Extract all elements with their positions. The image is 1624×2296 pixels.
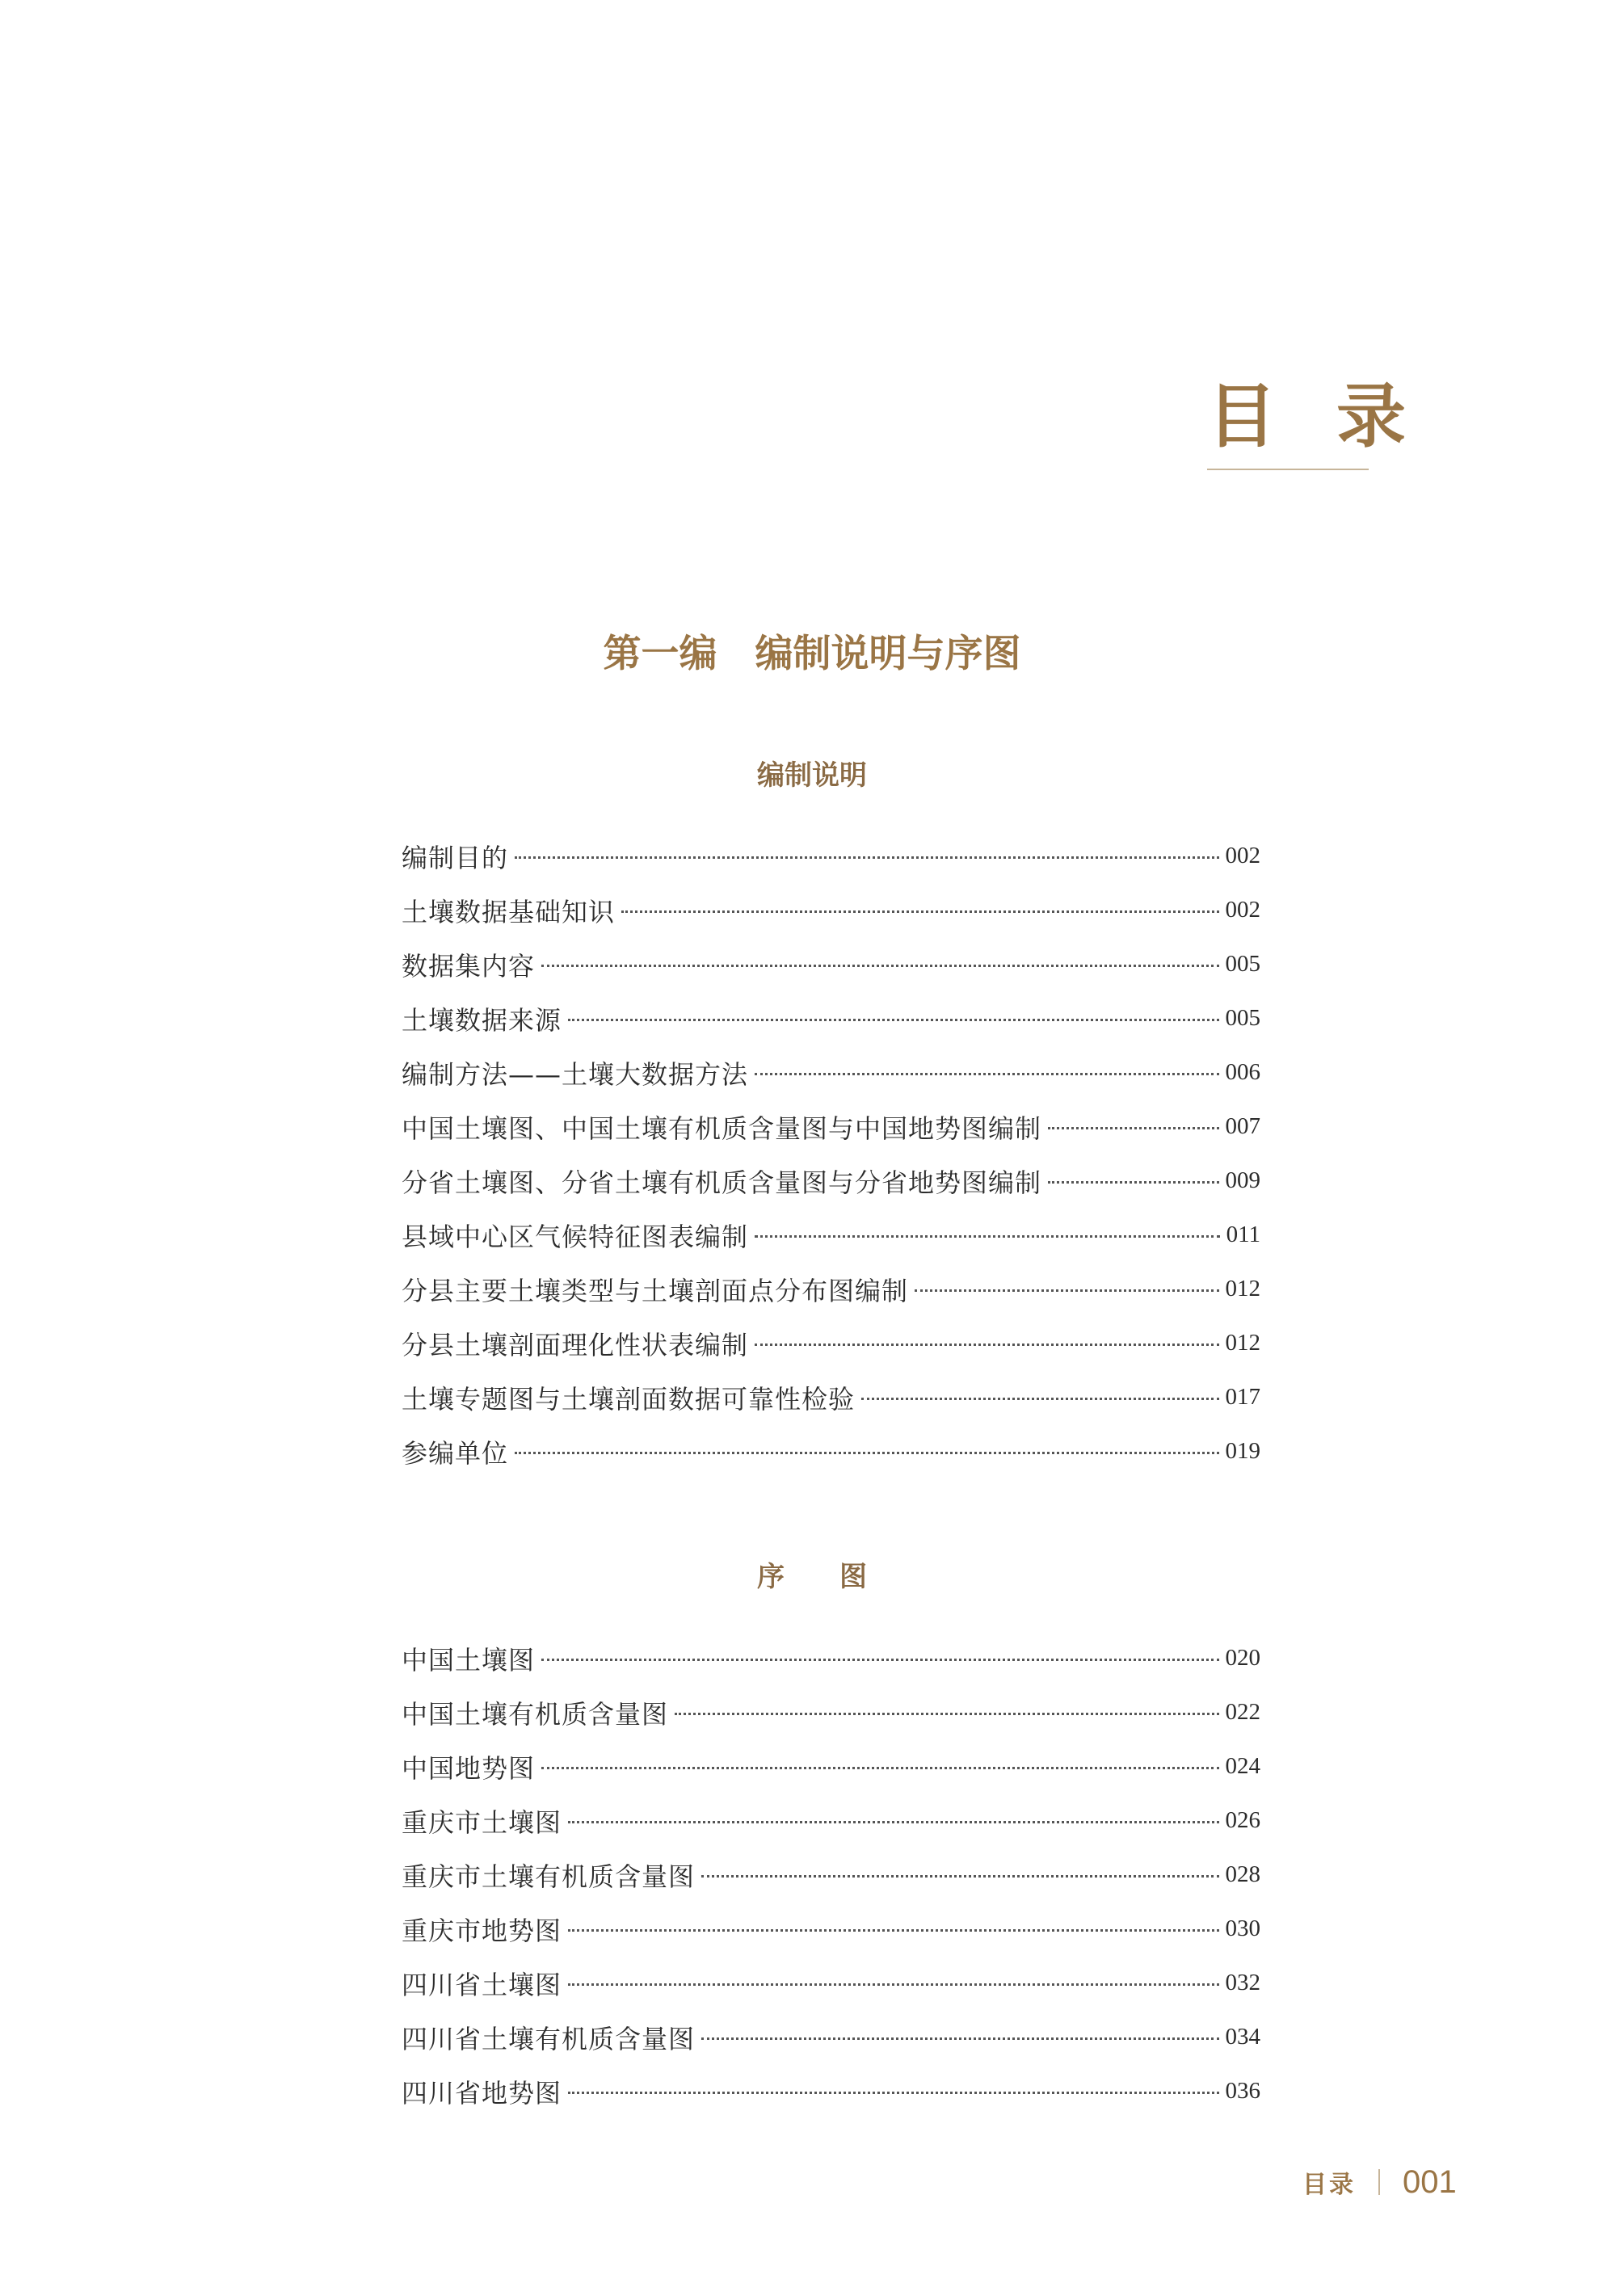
toc-entry[interactable]: [402, 1685, 1260, 1739]
toc-entry-page: 034: [1225, 2024, 1260, 2050]
dot-leader: [568, 2092, 1218, 2094]
toc-entry-page: 032: [1225, 1970, 1260, 1995]
toc-entry-page: 036: [1225, 2078, 1260, 2104]
dot-leader: [515, 856, 1218, 859]
toc-entry-page: 006: [1225, 1059, 1260, 1085]
dot-leader: [755, 1344, 1218, 1346]
footer-divider: [1378, 2169, 1380, 2195]
toc-entry[interactable]: [402, 937, 1260, 991]
dot-leader: [1048, 1127, 1218, 1129]
dot-leader: [701, 1875, 1218, 1878]
dot-leader: [515, 1452, 1218, 1454]
dot-leader: [1048, 1181, 1218, 1184]
toc-entry-page: 019: [1225, 1438, 1260, 1464]
toc-entry-page: 002: [1225, 897, 1260, 923]
dot-leader: [568, 1983, 1218, 1986]
toc-entry[interactable]: [402, 1045, 1260, 1100]
dot-leader: [541, 1767, 1218, 1769]
toc-entry-title: 分县土壤剖面理化性状表编制: [402, 1329, 749, 1360]
toc-entry[interactable]: [402, 1316, 1260, 1370]
toc-entry[interactable]: [402, 1631, 1260, 1685]
toc-entry[interactable]: [402, 1902, 1260, 1956]
toc-entry-title: 县域中心区气候特征图表编制: [402, 1221, 749, 1252]
toc-entry-page: 017: [1225, 1384, 1260, 1410]
toc-entry-page: 030: [1225, 1915, 1260, 1941]
toc-entry[interactable]: [402, 991, 1260, 1045]
dot-leader: [541, 965, 1218, 967]
toc-entry-page: 022: [1225, 1699, 1260, 1725]
toc-entry[interactable]: [402, 1739, 1260, 1793]
toc-entry[interactable]: [402, 1848, 1260, 1902]
toc-entry-title: 四川省土壤图: [402, 1969, 562, 2000]
title-underline: [1207, 469, 1369, 470]
dot-leader: [915, 1289, 1218, 1292]
toc-entry-page: 012: [1225, 1276, 1260, 1301]
toc-entry[interactable]: [402, 883, 1260, 937]
dot-leader: [861, 1398, 1218, 1400]
toc-entry-title: 重庆市土壤有机质含量图: [402, 1861, 696, 1892]
toc-entry-page: 012: [1225, 1330, 1260, 1356]
toc-entry-page: 028: [1225, 1861, 1260, 1887]
toc-entry-title: 中国地势图: [402, 1752, 536, 1784]
toc-entry-page: 024: [1225, 1753, 1260, 1779]
dot-leader: [755, 1073, 1218, 1075]
dot-leader: [701, 2037, 1218, 2040]
toc-list-xutu: [402, 1631, 1260, 2118]
dot-leader: [568, 1821, 1218, 1823]
toc-entry[interactable]: [402, 1100, 1260, 1154]
toc-entry-title: 土壤数据来源: [402, 1004, 562, 1036]
dot-leader: [541, 1659, 1218, 1661]
dot-leader: [568, 1929, 1218, 1932]
toc-entry[interactable]: [402, 1208, 1260, 1262]
part-heading: 第一编 编制说明与序图: [603, 632, 1021, 676]
toc-entry-title: 重庆市地势图: [402, 1915, 562, 1946]
toc-entry-title: 分省土壤图、分省土壤有机质含量图与分省地势图编制: [402, 1167, 1042, 1198]
toc-entry-page: 002: [1225, 843, 1260, 868]
dot-leader: [755, 1235, 1220, 1238]
toc-entry-title: 中国土壤图: [402, 1644, 536, 1676]
dot-leader: [621, 910, 1218, 913]
toc-entry-title: 中国土壤图、中国土壤有机质含量图与中国地势图编制: [402, 1112, 1042, 1144]
toc-entry[interactable]: [402, 1424, 1260, 1478]
page-footer: [1302, 2162, 1457, 2202]
section-heading-bianzhi-shuoming: 编制说明: [757, 759, 867, 792]
toc-entry-title: 参编单位: [402, 1437, 509, 1469]
toc-entry-page: 026: [1225, 1807, 1260, 1833]
section-heading-xutu: 序 图: [757, 1561, 867, 1593]
toc-list-bianzhi-shuoming: [402, 829, 1260, 1478]
page-title: 目 录: [1207, 376, 1424, 457]
toc-entry-page: 007: [1225, 1113, 1260, 1139]
toc-entry-title: 编制目的: [402, 842, 509, 873]
footer-label: 目录: [1302, 2171, 1356, 2199]
toc-entry-page: 005: [1225, 1005, 1260, 1031]
toc-entry-title: 土壤数据基础知识: [402, 896, 616, 927]
toc-entry-title: 四川省地势图: [402, 2077, 562, 2109]
toc-entry[interactable]: [402, 1262, 1260, 1316]
toc-entry-title: 土壤专题图与土壤剖面数据可靠性检验: [402, 1383, 856, 1415]
toc-entry-title: 中国土壤有机质含量图: [402, 1698, 669, 1730]
toc-entry-page: 005: [1225, 951, 1260, 977]
toc-entry[interactable]: [402, 1956, 1260, 2010]
toc-entry-page: 011: [1226, 1222, 1260, 1247]
toc-entry-title: 编制方法——土壤大数据方法: [402, 1058, 749, 1090]
toc-entry[interactable]: [402, 1793, 1260, 1848]
toc-entry-title: 四川省土壤有机质含量图: [402, 2023, 696, 2054]
toc-entry-title: 重庆市土壤图: [402, 1806, 562, 1838]
toc-entry-page: 009: [1225, 1167, 1260, 1193]
footer-page-number: 001: [1403, 2164, 1457, 2200]
toc-entry[interactable]: [402, 1154, 1260, 1208]
toc-entry[interactable]: [402, 2064, 1260, 2118]
toc-entry-page: 020: [1225, 1645, 1260, 1671]
dot-leader: [568, 1019, 1218, 1021]
toc-entry[interactable]: [402, 1370, 1260, 1424]
dot-leader: [675, 1713, 1218, 1715]
toc-entry-title: 数据集内容: [402, 950, 536, 982]
toc-entry[interactable]: [402, 2010, 1260, 2064]
toc-entry-title: 分县主要土壤类型与土壤剖面点分布图编制: [402, 1275, 909, 1306]
toc-entry[interactable]: [402, 829, 1260, 883]
